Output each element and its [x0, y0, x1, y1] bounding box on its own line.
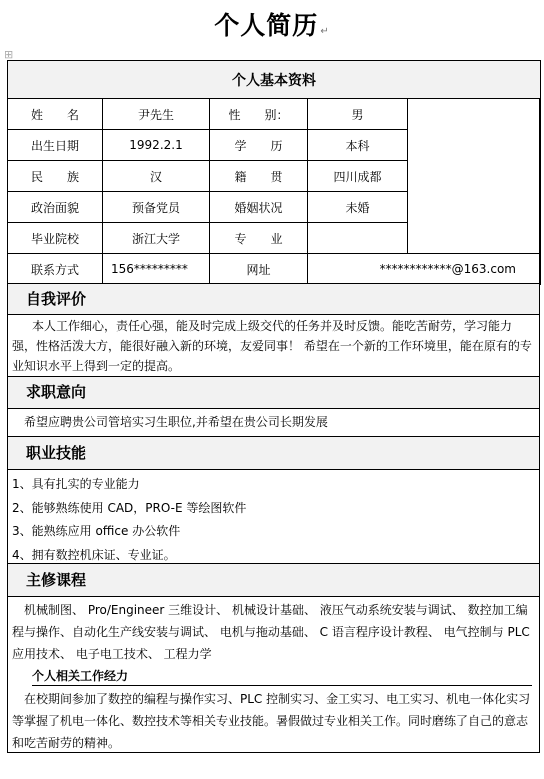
label-education: 学 历 [210, 130, 308, 161]
skill-item[interactable]: 3、能熟练应用 office 办公软件 [12, 524, 181, 538]
value-ethnicity[interactable]: 汉 [103, 161, 210, 192]
label-school: 毕业院校 [8, 223, 103, 254]
value-major[interactable] [308, 223, 408, 254]
paragraph-mark-icon: ↵ [320, 26, 330, 37]
label-major: 专 业 [210, 223, 308, 254]
self-eval-text[interactable]: 本人工作细心，责任心强，能及时完成上级交代的任务并及时反馈。能吃苦耐劳，学习能力强，性格活泼大方，能很好融入新的环境，友爱同事！ 希望在一个新的工作环境里，能在原有的专业知识水平上得到一定的提高。 [12, 319, 532, 373]
intention-heading: 求职意向 [8, 376, 539, 409]
label-ethnicity: 民 族 [8, 161, 103, 192]
label-marital: 婚姻状况 [210, 192, 308, 223]
value-political[interactable]: 预备党员 [103, 192, 210, 223]
label-website: 网址 [210, 254, 308, 285]
label-birthdate: 出生日期 [8, 130, 103, 161]
intention-text[interactable]: 希望应聘贵公司管培实习生职位,并希望在贵公司长期发展 [24, 415, 328, 429]
value-school[interactable]: 浙江大学 [103, 223, 210, 254]
value-education[interactable]: 本科 [308, 130, 408, 161]
skill-item[interactable]: 1、具有扎实的专业能力 [12, 477, 140, 491]
value-gender[interactable]: 男 [308, 99, 408, 130]
self-eval-heading: 自我评价 [8, 283, 539, 315]
label-name: 姓 名 [8, 99, 103, 130]
value-contact[interactable]: 156********* [103, 254, 210, 285]
label-hometown: 籍 贯 [210, 161, 308, 192]
courses-text[interactable]: 机械制图、 Pro/Engineer 三维设计、 机械设计基础、 液压气动系统安装与调试、 数控加工编程与操作、自动化生产线安装与调试、 电机与拖动基础、 C 语言程序设计教程、 电气控制与 PLC 应用技术、 电子电工技术、 工程力学 [12, 603, 530, 661]
label-political: 政治面貌 [8, 192, 103, 223]
value-website[interactable]: ************@163.com [308, 254, 541, 285]
courses-heading: 主修课程 [8, 563, 539, 597]
value-hometown[interactable]: 四川成都 [308, 161, 408, 192]
label-gender: 性 别： [210, 99, 308, 130]
resume-title [0, 6, 544, 42]
experience-text[interactable]: 在校期间参加了数控的编程与操作实习、PLC 控制实习、金工实习、电工实习、机电一体化实习等掌握了机电一体化、数控技术等相关专业技能。暑假做过专业相关工作。同时磨练了自己的意志和吃苦耐劳的精神。 [12, 692, 531, 750]
basic-info-heading: 个人基本资料 [8, 61, 541, 99]
resume-title-text: 个人简历 [214, 11, 319, 40]
table-handle-icon[interactable]: ⊞ [4, 48, 14, 61]
value-marital[interactable]: 未婚 [308, 192, 408, 223]
skill-item[interactable]: 2、能够熟练使用 CAD，PRO-E 等绘图软件 [12, 500, 247, 515]
value-birthdate[interactable]: 1992.2.1 [103, 130, 210, 161]
skills-heading: 职业技能 [8, 436, 539, 470]
label-contact: 联系方式 [8, 254, 103, 285]
experience-heading: 个人相关工作经力 [32, 667, 532, 686]
skills-list [12, 473, 534, 567]
basic-info-table [7, 60, 541, 285]
photo-cell[interactable] [408, 99, 541, 254]
skill-item[interactable]: 4、拥有数控机床证、专业证。 [12, 547, 176, 562]
value-name[interactable]: 尹先生 [103, 99, 210, 130]
